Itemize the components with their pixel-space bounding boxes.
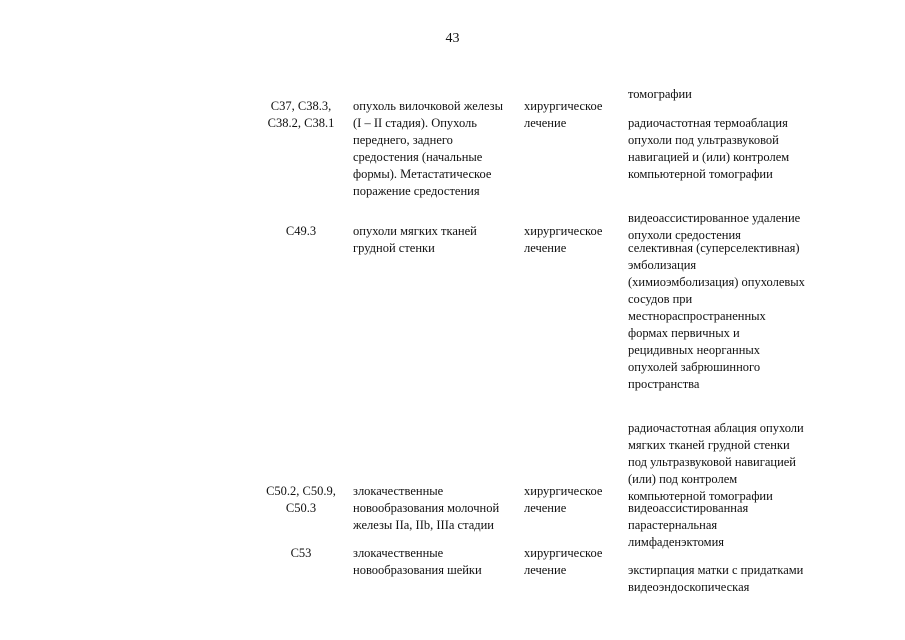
method-text: видеоассистированная парастернальная лимфаденэктомия <box>628 501 749 549</box>
icd-code-cell: C37, C38.3, C38.2, C38.1 <box>267 99 335 130</box>
method-cell <box>628 545 822 613</box>
diagnosis-cell: злокачественные новообразования шейки <box>353 546 482 577</box>
treatment-cell: хирургическое лечение <box>524 224 603 255</box>
method-text: томографии <box>628 87 692 101</box>
method-cell <box>628 223 822 522</box>
method-text: селективная (суперселективная) эмболизация (химиоэмболизация) опухолевых сосудов при местнораспространенных формах первичных и рецидивных неорганных опухолей забрюшинного пространства <box>628 241 805 391</box>
method-text: радиочастотная термоаблация опухоли под ультразвуковой навигацией и (или) контролем компьютерной томографии <box>628 116 790 181</box>
method-text: видеоассистированное удаление опухоли средостения <box>628 211 801 242</box>
treatment-cell: хирургическое лечение <box>524 546 603 577</box>
diagnosis-cell: опухоль вилочковой железы (I – II стадия). Опухоль переднего, заднего средостения (начальные формы). Метастатическое поражение средостения <box>353 99 504 198</box>
diagnosis-cell: опухоли мягких тканей грудной стенки <box>353 224 477 255</box>
icd-code-cell: C50.2, C50.9, C50.3 <box>266 484 336 515</box>
method-text: радиочастотная аблация опухоли мягких тканей грудной стенки под ультразвуковой навигацией (или) под контролем компьютерной томографии <box>628 421 804 503</box>
treatment-cell: хирургическое лечение <box>524 484 603 515</box>
icd-code-cell: C53 <box>290 546 312 560</box>
diagnosis-cell: злокачественные новообразования молочной железы IIa, IIb, IIIa стадии <box>353 484 500 532</box>
icd-code-cell: C49.3 <box>285 224 317 238</box>
method-text: экстирпация матки с придатками видеоэндоскопическая <box>628 563 804 594</box>
treatment-cell: хирургическое лечение <box>524 99 603 130</box>
page-number: 43 <box>445 31 460 46</box>
